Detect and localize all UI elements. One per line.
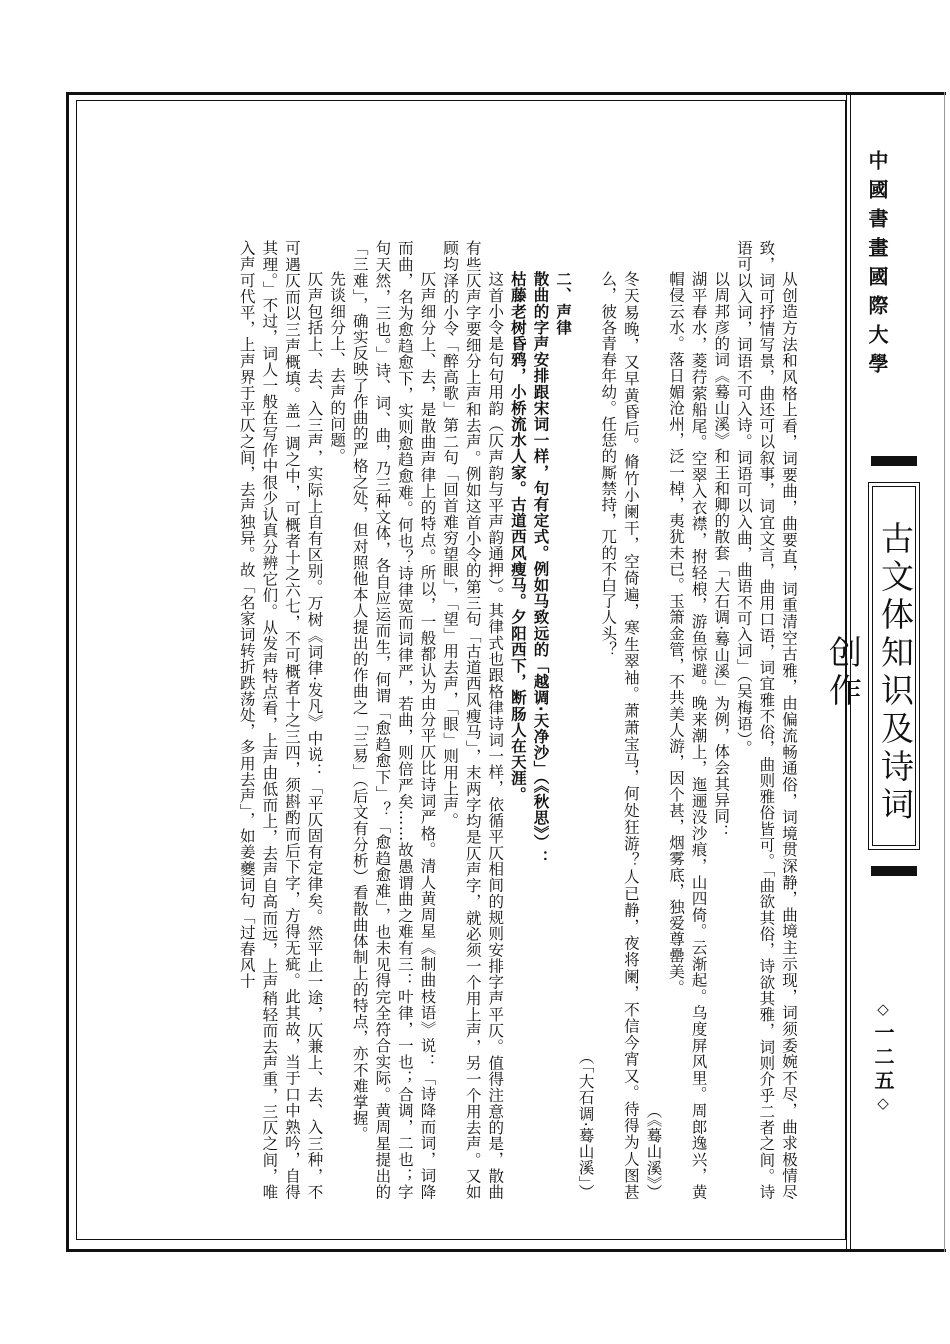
- book-title-banner: [824, 456, 924, 876]
- paragraph: 仄声细分上、去，是散曲声律上的特点。所以，一般都认为由分平仄比诗词严格。清人黄周星《制曲枝语》说：「诗降而词，词降而曲，名为愈趋愈下，实则愈趋愈难。何也？诗律宽而词律严，若曲，则倍严矣……故愚谓曲之难有三：叶律，一也；合调，二也；字句天然，三也。」诗、词、曲，乃三种文体，各自应运而生，何谓「愈趋愈下」？「愈趋愈难」，也未见得完全符合实际。黄周星提出的「三难」，确实反映了作曲的严格之处，但对照他本人提出的作曲之「三易」（后文有分析）看散曲体制上的特点，亦不难掌握。: [350, 240, 437, 1200]
- paragraph: 从创造方法和风格上看，词要曲，曲要直，词重清空古雅，由偏流畅通俗，词境贯深静，曲境主示现，词须委婉不尽，曲求极情尽致，词可抒情写景，曲还可以叙事，词宜文言，曲用口语，词宜雅不俗，曲则雅俗皆可。「曲欲其俗，诗欲其雅，词则介乎二者之间。诗语可以入词，词语不可入诗。词语可以入曲，曲语不可入词」（吴梅语）。: [734, 240, 798, 1200]
- diamond-icon: ◇: [874, 1000, 892, 1022]
- section-lead: 散曲的字声安排跟宋词一样，句有定式。例如马致远的「越调·天净沙」（《秋思》）：: [531, 271, 550, 867]
- paragraph: 以周邦彦的词《蓦山溪》和王和卿的散套「大石调·蓦山溪」为例，体会其异同：: [712, 271, 731, 841]
- poem: 枯藤老树昏鸦，小桥流水人家。古道西风瘦马。夕阳西下，断肠人在天涯。: [508, 271, 527, 803]
- diamond-icon: ◇: [874, 1094, 892, 1116]
- banner-bar-top: [871, 456, 917, 466]
- paragraph: 这首小令是句句用韵（仄声韵与平声韵通押）。其律式也跟格律诗词一样，依循平仄相间的规则安排字声平仄。值得注意的是，散曲有些仄声字要细分上声和去声。例如这首小令的第三句「古道西风瘦马」，末两字均是仄声字，就必须一个用上声，另一个用去声。又如顾均泽的小令「醉高歌」第二句「回首难穷望眼」，「望」用去声，「眼」则用上声。: [441, 240, 505, 1200]
- body-text: [130, 240, 800, 1200]
- book-title: 古文体知识及诗词创作: [824, 521, 915, 825]
- quote-source: （《蓦山溪》）: [644, 1102, 663, 1200]
- banner-bar-bottom: [871, 866, 917, 876]
- quote-source: （「大石调·蓦山溪」）: [576, 1048, 595, 1200]
- quote-poem: 湖平春水，菱荇萦船尾。空翠入衣襟，拊轻桹，游鱼惊避。晚来潮上，迤逦没沙痕，山四倚。云渐起。乌度屏风里。周郎逸兴，黄帽侵云水。落日媚沧州，泛一棹，夷犹未已。玉箫金管，不共美人游，因个甚，烟雾底，独爱尊罍美。: [667, 271, 708, 1200]
- series-title: 中國書畫國際大學: [865, 150, 889, 382]
- page-number-block: [868, 1000, 898, 1116]
- page-edge: [944, 92, 945, 1252]
- page-number: 一二五: [871, 1022, 895, 1094]
- banner-box: [824, 482, 920, 850]
- paragraph: 仄声包括上、去、入三声，实际上自有区别。万树《词律·发凡》中说：「平仄固有定律矣。然平止一途，仄兼上、去、入三种，不可遇仄而以三声概填。盖一调之中，可概者十之六七，不可概者十之三四，须斟酌而后下字，方得无疵。此其故，当于口中熟吟，自得其理。」不过，词人一般在写作中很少认真分辨它们。从发声特点看，上声由低而上，去声自高而远，上声稍轻而去声重，三仄之间，唯入声可代平，上声界于平仄之间，去声独异。故「名家词转折跌荡处，多用去声」，如姜夔词句「过春风十: [237, 240, 324, 1200]
- section-heading: 二、声律: [554, 271, 573, 336]
- quote-poem: 冬天易晚，又早黄昏后。脩竹小阑干，空倚遍，寒生翠袖。萧萧宝马，何处狂游？人已静，夜将阑，不信今宵又。待得为人图甚么，彼各青春年幼。任恁的厮禁持，兀的不白了人头？: [599, 271, 640, 1200]
- paragraph: 先谈细分上、去声的问题。: [328, 271, 347, 465]
